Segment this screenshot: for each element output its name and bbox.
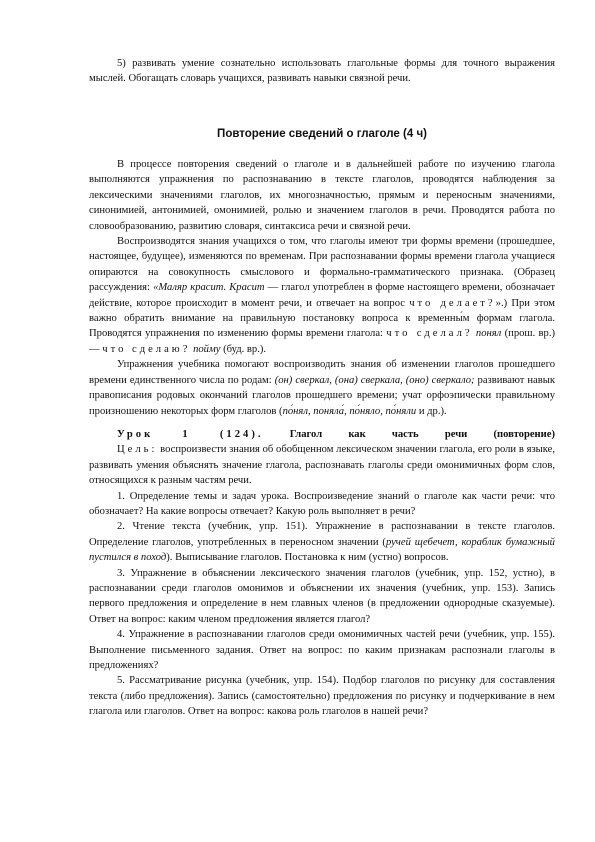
paragraph-3	[89, 357, 555, 419]
spacer	[89, 419, 555, 427]
lesson-goal	[89, 442, 555, 488]
lesson-number: Урок 1 (124).	[117, 428, 264, 440]
paragraph-2	[89, 234, 555, 357]
p2-text-4: (прош. вр.) —	[89, 328, 555, 355]
intro-paragraph	[89, 56, 555, 87]
intro-text: развивать умение сознательно использовать глагольные формы для точного выражения мыслей. Обогащать словарь учащихся, развивать навыки связной речи.	[89, 58, 555, 85]
lesson-step-4: 4. Упражнение в распознавании глаголов среди омонимичных частей речи (учебник, упр. 155). Выполнение письменного задания. Ответ на вопрос: по каким признакам распознали глаголы в предложениях?	[89, 629, 555, 671]
p2-text-2: — глагол употреблен в форме настоящего времени, обозначает действие, которое происходит в момент речи, и отвечает на вопрос	[89, 282, 555, 309]
goal-text: воспроизвести знания об обобщенном лексическом значении глагола, его роли в языке, развивать умения объяснять значение глагола, распознавать глаголы среди омонимичных форм слов, относящихся к разным частям речи.	[89, 444, 555, 487]
step-2-text-2: ). Выписывание глаголов. Постановка к ним (устно) вопросов.	[166, 552, 449, 564]
section-title: Повторение сведений о глаголе (4 ч)	[217, 128, 427, 140]
p3-text-2: развивают навык правописания родовых окончаний глаголов прошедшего времени; учат орфоэпически правильному произношению некоторых форм глаголов (	[89, 374, 556, 417]
document-page	[89, 0, 555, 842]
lesson-heading	[89, 427, 555, 442]
p2-question-1: что делает?	[409, 297, 496, 309]
step-2-text-1: 2. Чтение текста (учебник, упр. 151). Упражнение в распознавании в тексте глаголов. Определение глаголов, употребленных в переносном значении (	[89, 521, 555, 548]
lesson-title: Глагол как часть речи (повторение)	[289, 428, 555, 440]
paragraph-1: В процессе повторения сведений о глаголе и в дальнейшей работе по изучению глагола выполняются упражнения по распознаванию в тексте глаголов, проводятся наблюдения за лексическими значениями глаголов, их многозначностью, прямым и переносным значениями, синонимией, антонимией, омонимией, ролью и значением глаголов в речи. Проводятся работа по словообразованию, развитию словаря, синтаксиса речи и связной речи.	[89, 159, 555, 232]
intro-number: 5)	[117, 58, 126, 69]
lesson-step-5: 5. Рассматривание рисунка (учебник, упр. 154). Подбор глаголов по рисунку для составления текста (либо предложения). Запись (самостоятельно) предложения по рисунку и подчеркивание в нем глагола или глаголов. Ответ на вопрос: какова роль глаголов в нашей речи?	[89, 675, 555, 718]
lesson-step-3: 3. Упражнение в объяснении лексического значения глаголов (учебник, упр. 152, устно), в распознавании среди глаголов омонимов и объяснении их значения (учебник, упр. 153). Запись первого предложения и определение в нем главных членов (в предложении однородные сказуемые). Ответ на вопрос: каким членом предложения является глагол?	[89, 567, 555, 625]
lesson-step-2	[89, 519, 555, 565]
lesson-step-1: 1. Определение темы и задач урока. Воспроизведение знаний о глаголе как части речи: что обозначает? На какие вопросы отвечает? Какую роль выполняет в речи?	[89, 490, 555, 517]
p2-example-2: понял	[475, 328, 502, 340]
p3-example-2: по́нял, поняла́, по́няло, по́няли	[282, 405, 417, 417]
p2-question-2: что сделал?	[386, 328, 473, 340]
p2-text-3: ».) При этом важно обратить внимание на правильную постановку вопроса к временны́м формам глагола. Проводятся упражнения по изменению формы времени глагола:	[89, 297, 555, 340]
goal-label: Цель:	[117, 444, 158, 456]
p2-text-1: Воспроизводятся знания учащихся о том, что глаголы имеют три формы времени (прошедшее, настоящее, будущее), изменяются по временам. При распознавании формы времени глагола учащиеся опираются на совокупность смыслового и формально-грамматического признака. (Образец рассуждения:	[89, 236, 555, 294]
p3-example-1: (он) сверкал, (она) сверкала, (оно) сверкало;	[274, 374, 475, 386]
p3-text-3: и др.).	[416, 405, 447, 417]
p2-question-3: что сделаю?	[102, 343, 191, 355]
p2-text-5: (буд. вр.).	[220, 343, 267, 355]
p3-text-1: Упражнения учебника помогают воспроизводить знания об изменении глаголов прошедшего времени единственного числа по родам:	[89, 359, 555, 386]
p2-example-1: «Маляр красит. Красит	[153, 282, 265, 294]
p2-example-3: пойму	[193, 343, 221, 355]
step-2-example: ручей щебечет, кораблик бумажный пустился в поход	[89, 536, 555, 564]
document-body	[89, 157, 555, 720]
